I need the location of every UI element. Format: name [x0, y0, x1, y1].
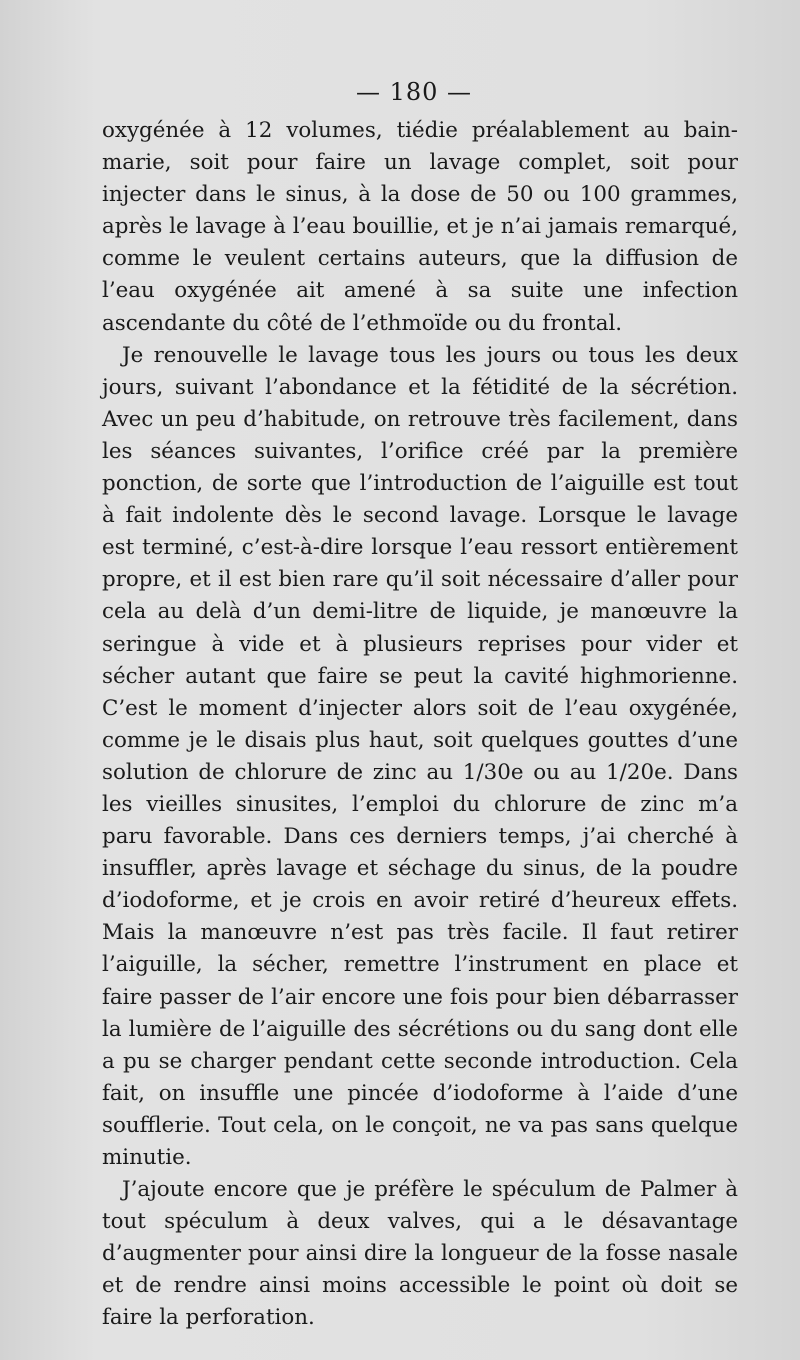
- paragraph-lavage: Je renouvelle le lavage tous les jours ou tous les deux jours, suivant l’abondance et la fétidité de la sécrétion. Avec un peu d’habitude, on retrouve très facilement, dans les séances suivantes, l’orifice créé par la première ponction, de sorte que l’introduction de l’aiguille est tout à fait indolente dès le second lavage. Lorsque le lavage est terminé, c’est-à-dire lorsque l’eau ressort entièrement propre, et il est bien rare qu’il soit nécessaire d’aller pour cela au delà d’un demi-litre de liquide, je manœuvre la seringue à vide et à plusieurs reprises pour vider et sécher autant que faire se peut la cavité highmorienne. C’est le moment d’injecter alors soit de l’eau oxygénée, comme je le disais plus haut, soit quelques gouttes d’une solution de chlorure de zinc au 1/30e ou au 1/20e. Dans les vieilles sinusites, l’emploi du chlorure de zinc m’a paru favorable. Dans ces derniers temps, j’ai cherché à insuffler, après lavage et séchage du sinus, de la poudre d’iodoforme, et je crois en avoir retiré d’heureux effets. Mais la manœuvre n’est pas très facile. Il faut retirer l’aiguille, la sécher, remettre l’instrument en place et faire passer de l’air encore une fois pour bien débarrasser la lumière de l’aiguille des sécrétions ou du sang dont elle a pu se charger pendant cette seconde introduction. Cela fait, on insuffle une pincée d’iodoforme à l’aide d’une soufflerie. Tout cela, on le conçoit, ne va pas sans quelque minutie.: [102, 342, 738, 1170]
- paragraph-continued: oxygénée à 12 volumes, tiédie préalablement au bain-marie, soit pour faire un lavage complet, soit pour injecter dans le sinus, à la dose de 50 ou 100 grammes, après le lavage à l’eau bouillie, et je n’ai jamais remarqué, comme le veulent certains auteurs, que la diffusion de l’eau oxygénée ait amené à sa suite une infection ascendante du côté de l’ethmoïde ou du frontal.: [102, 118, 738, 336]
- paragraph-speculum: J’ajoute encore que je préfère le spéculum de Palmer à tout spéculum à deux valves, qui a le désavantage d’augmenter pour ainsi dire la longueur de la fosse nasale et de rendre ainsi moins accessible le point où doit se faire la perforation.: [102, 1177, 738, 1331]
- body-text: [102, 115, 738, 1335]
- page-number: — 180 —: [355, 78, 473, 106]
